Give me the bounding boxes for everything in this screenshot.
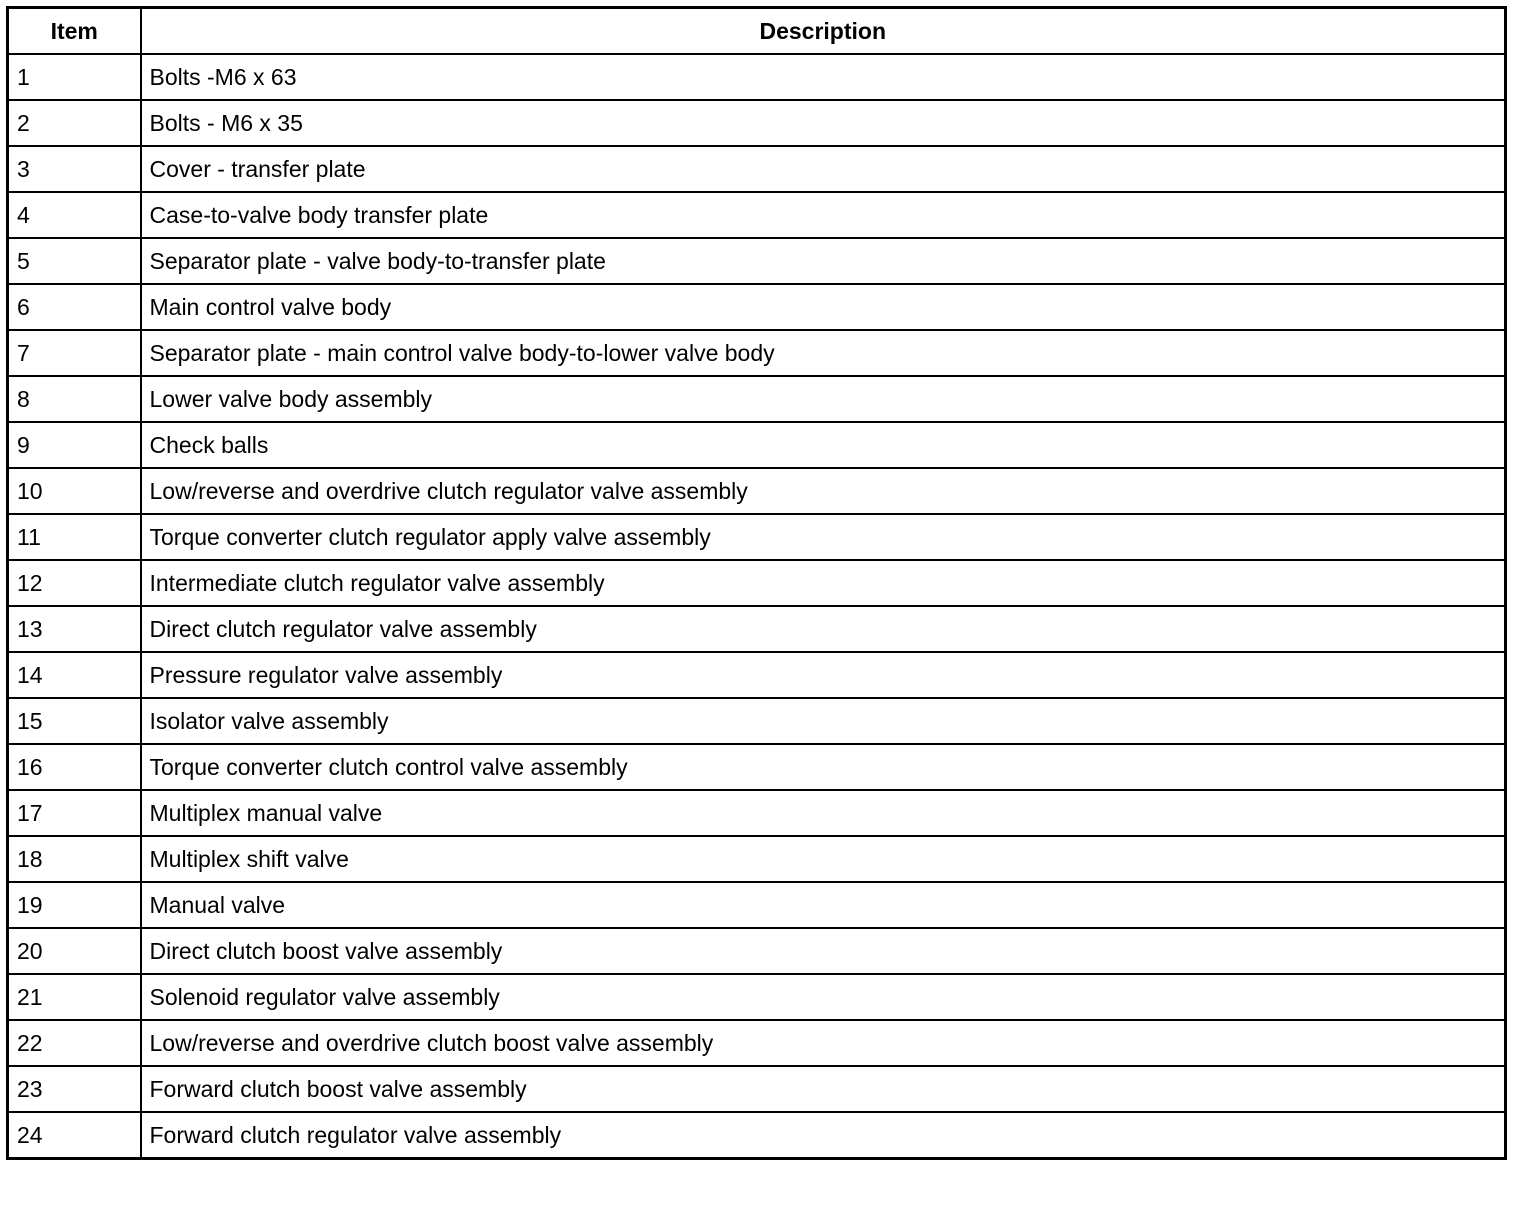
item-description-cell: Cover - transfer plate xyxy=(141,146,1506,192)
table-row xyxy=(8,790,1506,836)
item-number-cell: 5 xyxy=(8,238,141,284)
item-number-cell: 16 xyxy=(8,744,141,790)
item-number-cell: 1 xyxy=(8,54,141,100)
item-number-cell: 21 xyxy=(8,974,141,1020)
table-row xyxy=(8,1020,1506,1066)
item-number-cell: 7 xyxy=(8,330,141,376)
item-description-cell: Low/reverse and overdrive clutch boost valve assembly xyxy=(141,1020,1506,1066)
item-number-cell: 19 xyxy=(8,882,141,928)
table-row xyxy=(8,514,1506,560)
table-row xyxy=(8,1066,1506,1112)
item-number-cell: 8 xyxy=(8,376,141,422)
item-description-cell: Check balls xyxy=(141,422,1506,468)
item-description-cell: Torque converter clutch control valve assembly xyxy=(141,744,1506,790)
table-row xyxy=(8,422,1506,468)
table-row xyxy=(8,882,1506,928)
item-number-cell: 24 xyxy=(8,1112,141,1159)
item-description-cell: Direct clutch regulator valve assembly xyxy=(141,606,1506,652)
header-row xyxy=(8,8,1506,55)
item-description-cell: Forward clutch boost valve assembly xyxy=(141,1066,1506,1112)
table-row xyxy=(8,652,1506,698)
table-row xyxy=(8,560,1506,606)
table-row xyxy=(8,284,1506,330)
item-description-cell: Bolts - M6 x 35 xyxy=(141,100,1506,146)
item-number-cell: 14 xyxy=(8,652,141,698)
item-number-cell: 6 xyxy=(8,284,141,330)
item-description-cell: Forward clutch regulator valve assembly xyxy=(141,1112,1506,1159)
item-number-cell: 9 xyxy=(8,422,141,468)
table-row xyxy=(8,606,1506,652)
table-row xyxy=(8,744,1506,790)
item-description-cell: Separator plate - valve body-to-transfer plate xyxy=(141,238,1506,284)
table-row xyxy=(8,192,1506,238)
item-number-cell: 15 xyxy=(8,698,141,744)
item-number-cell: 2 xyxy=(8,100,141,146)
item-number-cell: 11 xyxy=(8,514,141,560)
table-header xyxy=(8,8,1506,55)
item-description-cell: Main control valve body xyxy=(141,284,1506,330)
item-description-cell: Pressure regulator valve assembly xyxy=(141,652,1506,698)
item-number-cell: 13 xyxy=(8,606,141,652)
item-description-cell: Manual valve xyxy=(141,882,1506,928)
item-description-cell: Case-to-valve body transfer plate xyxy=(141,192,1506,238)
table-row xyxy=(8,100,1506,146)
item-description-cell: Bolts -M6 x 63 xyxy=(141,54,1506,100)
parts-table xyxy=(6,6,1507,1160)
table-row xyxy=(8,146,1506,192)
item-number-cell: 23 xyxy=(8,1066,141,1112)
table-row xyxy=(8,698,1506,744)
table-row xyxy=(8,330,1506,376)
item-description-cell: Multiplex shift valve xyxy=(141,836,1506,882)
item-description-cell: Isolator valve assembly xyxy=(141,698,1506,744)
item-description-cell: Solenoid regulator valve assembly xyxy=(141,974,1506,1020)
table-row xyxy=(8,376,1506,422)
table-row xyxy=(8,928,1506,974)
table-row xyxy=(8,238,1506,284)
item-number-cell: 3 xyxy=(8,146,141,192)
item-number-cell: 4 xyxy=(8,192,141,238)
item-number-cell: 10 xyxy=(8,468,141,514)
item-description-cell: Low/reverse and overdrive clutch regulator valve assembly xyxy=(141,468,1506,514)
table-row xyxy=(8,836,1506,882)
item-description-cell: Torque converter clutch regulator apply valve assembly xyxy=(141,514,1506,560)
table-row xyxy=(8,974,1506,1020)
item-description-cell: Separator plate - main control valve body-to-lower valve body xyxy=(141,330,1506,376)
item-description-cell: Direct clutch boost valve assembly xyxy=(141,928,1506,974)
item-number-cell: 18 xyxy=(8,836,141,882)
item-number-cell: 22 xyxy=(8,1020,141,1066)
table-row xyxy=(8,54,1506,100)
item-number-cell: 17 xyxy=(8,790,141,836)
description-column-header: Description xyxy=(141,8,1506,55)
item-description-cell: Lower valve body assembly xyxy=(141,376,1506,422)
item-number-cell: 20 xyxy=(8,928,141,974)
table-row xyxy=(8,1112,1506,1159)
item-description-cell: Intermediate clutch regulator valve assembly xyxy=(141,560,1506,606)
table-body xyxy=(8,54,1506,1159)
item-description-cell: Multiplex manual valve xyxy=(141,790,1506,836)
table-row xyxy=(8,468,1506,514)
item-number-cell: 12 xyxy=(8,560,141,606)
item-column-header: Item xyxy=(8,8,141,55)
